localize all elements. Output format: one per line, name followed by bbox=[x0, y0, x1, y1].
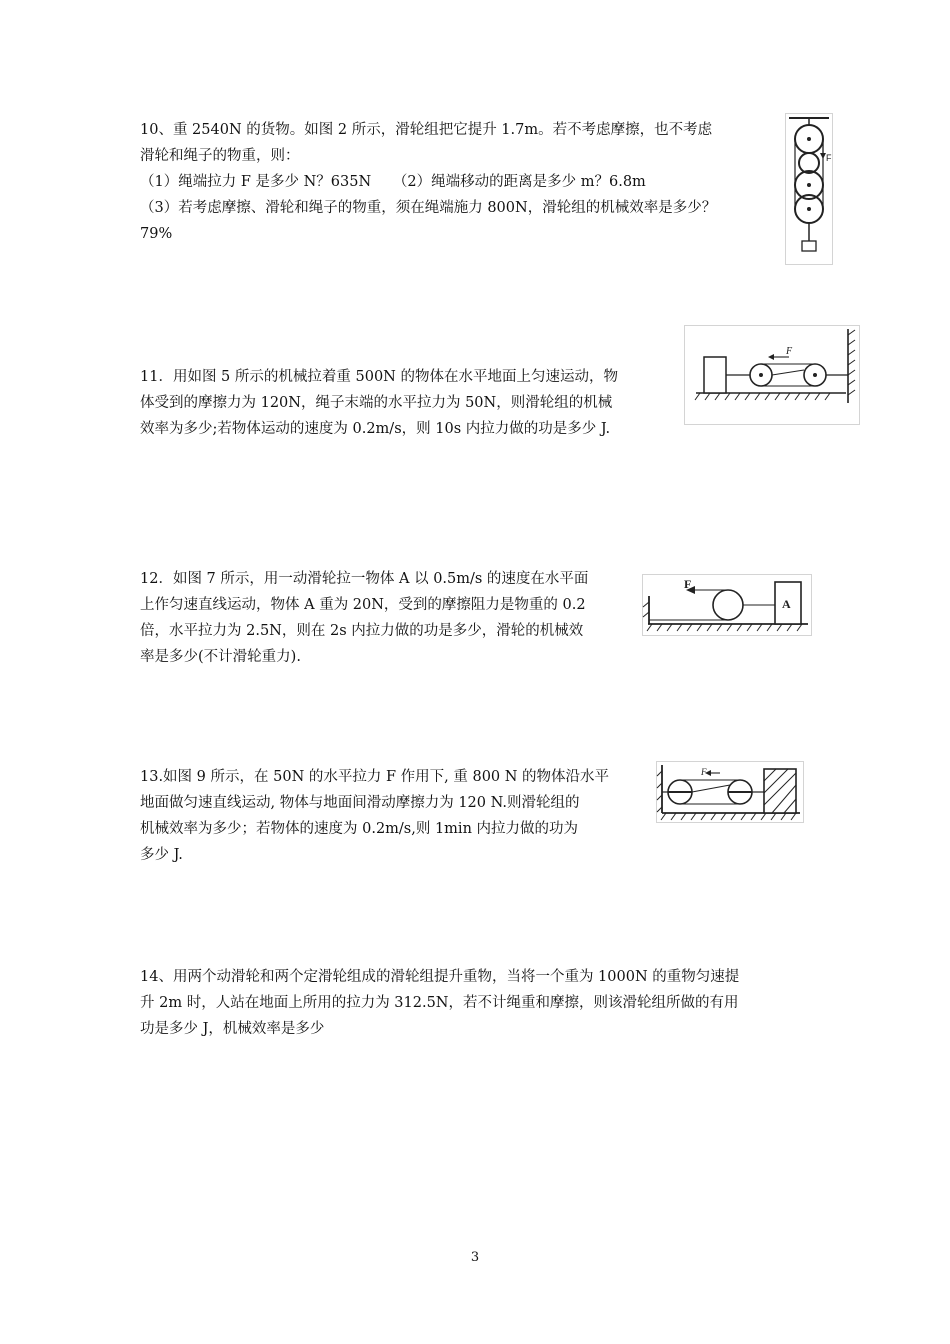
figure-2-force-label: F bbox=[826, 153, 832, 163]
question-10-line: 10、重 2540N 的货物。如图 2 所示，滑轮组把它提升 1.7m。若不考虑摩擦，也不考虑 bbox=[140, 122, 713, 138]
question-12-line: 率是多少(不计滑轮重力). bbox=[140, 649, 301, 665]
question-14-line: 功是多少 J，机械效率是多少 bbox=[140, 1021, 325, 1037]
figure-9-force-label: F bbox=[701, 767, 707, 777]
question-14-line: 升 2m 时，人站在地面上所用的拉力为 312.5N，若不计绳重和摩擦，则该滑轮组所做的有用 bbox=[140, 995, 739, 1011]
question-12-line: 倍，水平拉力为 2.5N，则在 2s 内拉力做的功是多少，滑轮的机械效 bbox=[140, 623, 584, 639]
question-13 bbox=[140, 764, 609, 868]
question-13-line: 地面做匀速直线运动, 物体与地面间滑动摩擦力为 120 N.则滑轮组的 bbox=[140, 795, 580, 811]
question-11-line: 体受到的摩擦力为 120N，绳子末端的水平拉力为 50N，则滑轮组的机械 bbox=[140, 395, 613, 411]
question-12 bbox=[140, 566, 588, 670]
figure-7-block-label: A bbox=[782, 597, 791, 611]
question-10 bbox=[140, 117, 716, 247]
question-14 bbox=[140, 964, 739, 1042]
question-13-line: 多少 J. bbox=[140, 847, 183, 863]
figure-5-horizontal-pulley bbox=[684, 325, 860, 425]
question-13-line: 13.如图 9 所示，在 50N 的水平拉力 F 作用下, 重 800 N 的物体沿水平 bbox=[140, 769, 610, 785]
question-12-line: 12．如图 7 所示，用一动滑轮拉一物体 A 以 0.5m/s 的速度在水平面 bbox=[140, 571, 589, 587]
figure-7-force-label: F bbox=[684, 577, 692, 591]
figure-7-moving-pulley bbox=[642, 574, 812, 636]
question-10-line: （3）若考虑摩擦、滑轮和绳子的物重，须在绳端施力 800N，滑轮组的机械效率是多少？ bbox=[140, 200, 717, 216]
page-number: 3 bbox=[470, 1250, 480, 1265]
question-11-line: 效率为多少;若物体运动的速度为 0.2m/s，则 10s 内拉力做的功是多少 J. bbox=[140, 421, 611, 437]
question-10-line: 滑轮和绳子的物重，则： bbox=[140, 148, 300, 164]
question-13-line: 机械效率为多少；若物体的速度为 0.2m/s,则 1min 内拉力做的功为 bbox=[140, 821, 579, 837]
question-11 bbox=[140, 364, 618, 442]
figure-2-pulley-block bbox=[785, 113, 833, 265]
figure-5-force-label: F bbox=[786, 346, 793, 357]
question-10-line: 79% bbox=[140, 226, 173, 242]
question-14-line: 14、用两个动滑轮和两个定滑轮组成的滑轮组提升重物，当将一个重为 1000N 的重物匀速提 bbox=[140, 969, 740, 985]
question-11-line: 11．用如图 5 所示的机械拉着重 500N 的物体在水平地面上匀速运动，物 bbox=[140, 369, 618, 385]
figure-9-pulley-system bbox=[656, 761, 804, 823]
question-12-line: 上作匀速直线运动，物体 A 重为 20N，受到的摩擦阻力是物重的 0.2 bbox=[140, 597, 586, 613]
question-10-line: （1）绳端拉力 F 是多少 N？635N （2）绳端移动的距离是多少 m？6.8m bbox=[140, 174, 646, 190]
